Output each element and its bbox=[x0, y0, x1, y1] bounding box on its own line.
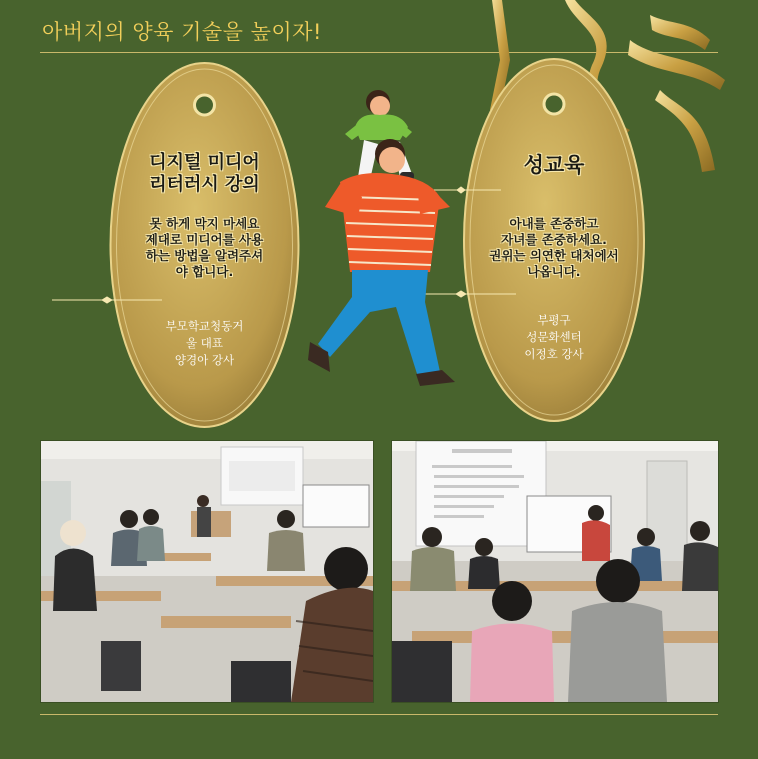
tag-body-line: 하는 방법을 알려주셔 bbox=[145, 248, 264, 263]
bottom-divider bbox=[40, 714, 718, 715]
tag-title-line: 리터러시 강의 bbox=[149, 174, 260, 195]
ornament-divider bbox=[52, 296, 162, 304]
tag-title-line: 성교육 bbox=[523, 153, 585, 177]
tag-body-line: 권위는 의연한 대처에서 bbox=[489, 248, 619, 263]
tag-info-line: 양경아 강사 bbox=[174, 353, 235, 367]
tag-body-line: 제대로 미디어를 사용 bbox=[145, 232, 264, 247]
tag-body-line: 자녀를 존중하세요. bbox=[501, 232, 607, 247]
tag-info-line: 울 대표 bbox=[186, 336, 223, 350]
tag-body-line: 야 합니다. bbox=[175, 264, 234, 279]
father-carrying-child-illustration bbox=[300, 82, 460, 402]
tag-info-line: 이정호 강사 bbox=[524, 347, 584, 361]
tag-body-line: 나옵니다. bbox=[527, 264, 581, 279]
lecture-photo-left bbox=[40, 440, 374, 703]
lecture-photo-right bbox=[391, 440, 719, 703]
tag-sex-education bbox=[461, 56, 647, 424]
tag-body-line: 못 하게 막지 마세요 bbox=[149, 216, 260, 231]
tag-digital-media bbox=[107, 60, 302, 430]
tag-info-line: 성문화센터 bbox=[526, 330, 582, 344]
tag-info-line: 부평구 bbox=[537, 313, 571, 327]
tag-title-line: 디지털 미디어 bbox=[149, 152, 260, 173]
page-title: 아버지의 양육 기술을 높이자! bbox=[42, 20, 322, 44]
tag-body-line: 아내를 존중하고 bbox=[509, 216, 599, 231]
tag-info-line: 부모학교청동거 bbox=[165, 319, 244, 333]
